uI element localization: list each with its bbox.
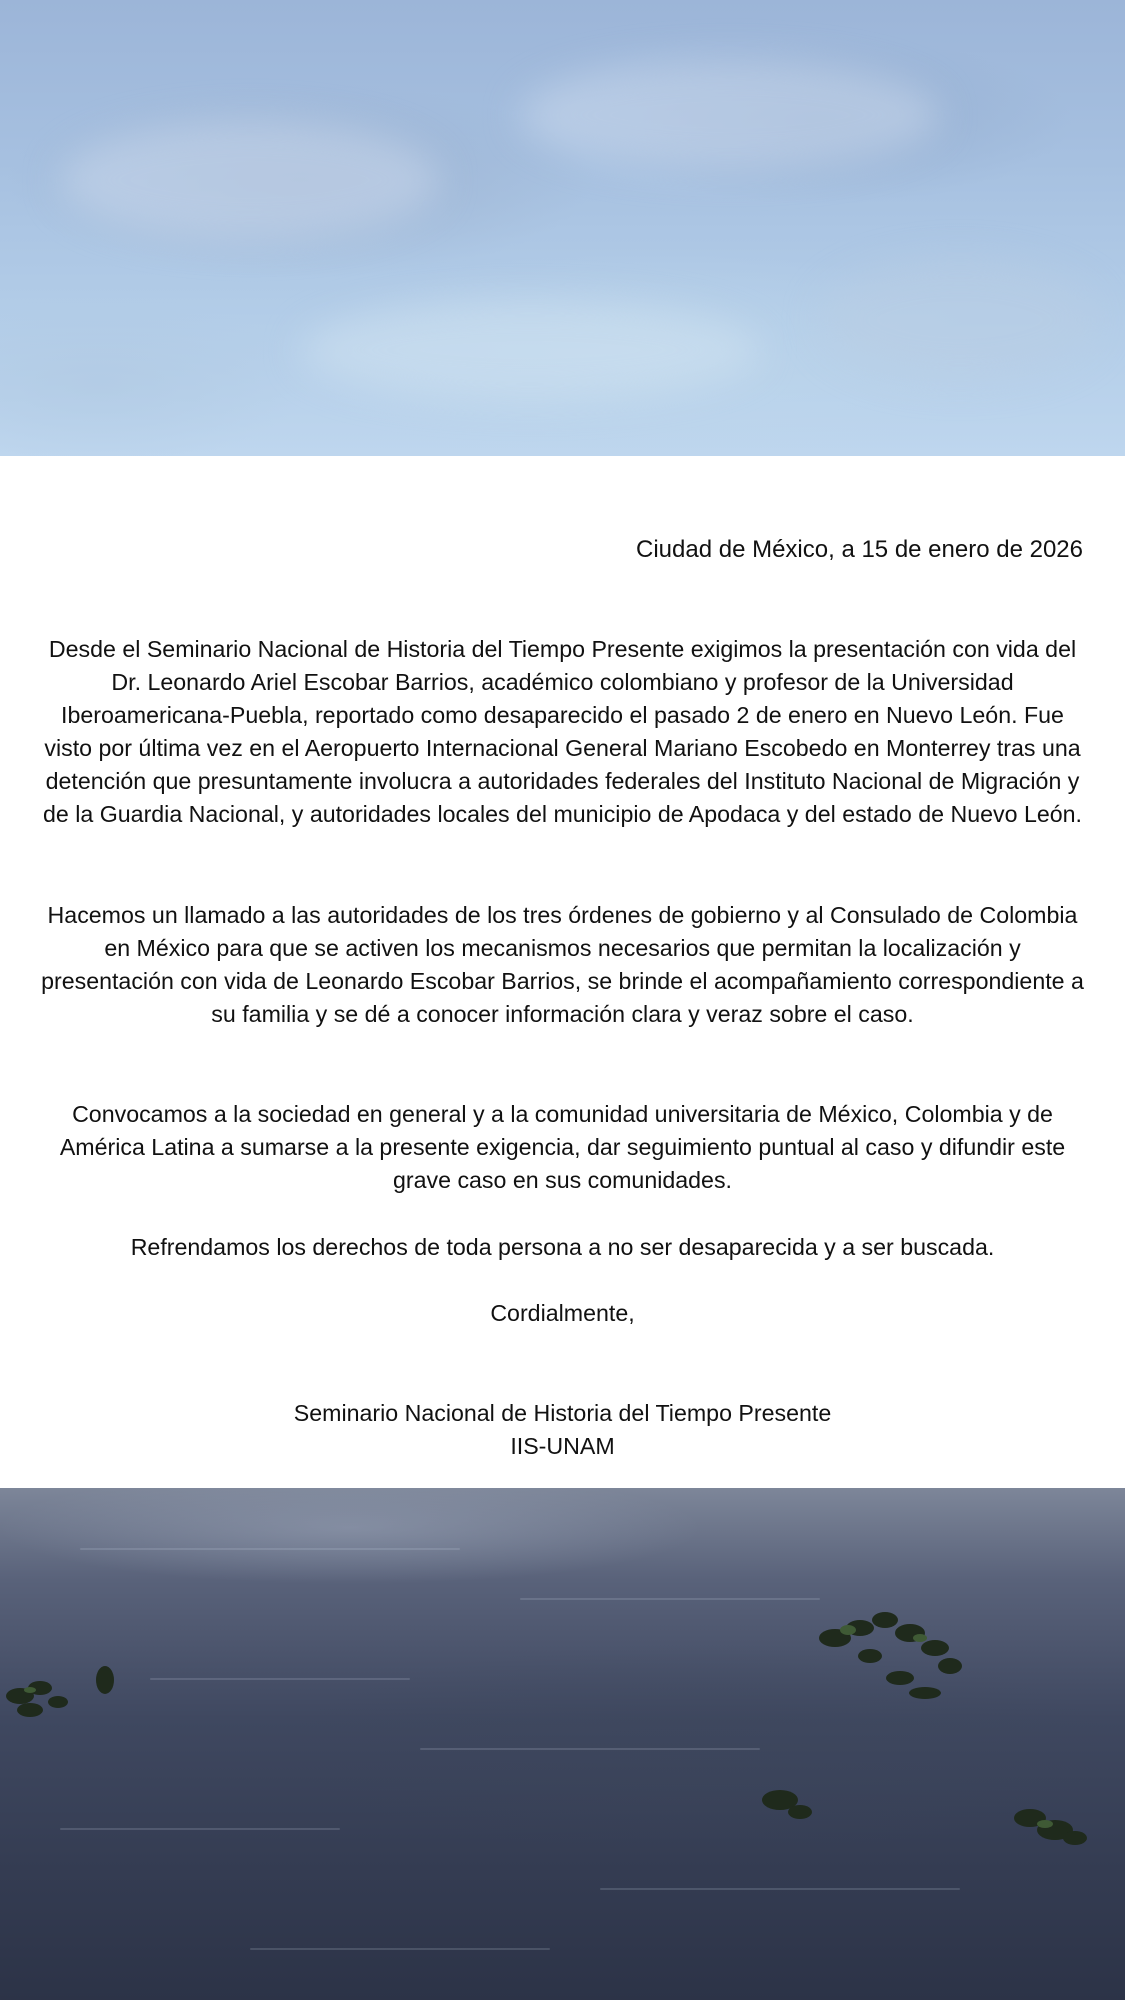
floating-plants	[0, 1488, 1125, 2000]
signature-organization: Seminario Nacional de Historia del Tiempo Presente	[293, 1400, 832, 1426]
cloud	[300, 300, 760, 400]
letter-signature	[0, 1397, 1125, 1463]
plant-leaf	[858, 1649, 882, 1663]
plant-leaf	[1063, 1831, 1087, 1845]
plant-leaf	[96, 1666, 114, 1694]
letter-date: Ciudad de México, a 15 de enero de 2026	[636, 536, 1083, 563]
sky-photo-banner	[0, 0, 1125, 456]
paragraph-demand: Desde el Seminario Nacional de Historia del Tiempo Presente exigimos la presentación con vida del Dr. Leonardo Ariel Escobar Barrios, académico colombiano y profesor de la Universidad Iberoamericana-Puebla, reportado como desaparecido el pasado 2 de enero en Nuevo León. Fue visto por última vez en el Aeropuerto Internacional General Mariano Escobedo en Monterrey tras una detención que presuntamente involucra a autoridades federales del Instituto Nacional de Migración y de la Guardia Nacional, y autoridades locales del municipio de Apodaca y del estado de Nuevo León.	[43, 636, 1082, 827]
letter-closing: Cordialmente,	[490, 1300, 635, 1326]
plant-leaf-highlight	[840, 1625, 856, 1635]
paragraph-call-to-society: Convocamos a la sociedad en general y a la comunidad universitaria de México, Colombia y de América Latina a sumarse a la presente exigencia, dar seguimiento puntual al caso y difundir este grave caso en sus comunidades.	[59, 1101, 1066, 1193]
plant-leaf	[886, 1671, 914, 1685]
paragraph-rights: Refrendamos los derechos de toda persona a no ser desaparecida y a ser buscada.	[130, 1234, 995, 1260]
plant-leaf-highlight	[1037, 1820, 1053, 1828]
water-photo-banner	[0, 1488, 1125, 2000]
plant-leaf	[48, 1696, 68, 1708]
paragraph-call-to-authorities: Hacemos un llamado a las autoridades de los tres órdenes de gobierno y al Consulado de Colombia en México para que se activen los mecanismos necesarios que permitan la localización y presentación con vida de Leonardo Escobar Barrios, se brinde el acompañamiento correspondiente a su familia y se dé a conocer información clara y veraz sobre el caso.	[41, 902, 1084, 1027]
plant-leaf	[909, 1687, 941, 1699]
plant-leaf-highlight	[913, 1634, 927, 1642]
letter-body	[0, 456, 1125, 1488]
plant-leaf	[788, 1805, 812, 1819]
cloud	[60, 120, 440, 240]
plant-leaf	[17, 1703, 43, 1717]
cloud	[820, 260, 1100, 380]
plant-leaf	[872, 1612, 898, 1628]
plant-leaf	[938, 1658, 962, 1674]
cloud	[520, 60, 940, 170]
signature-institution: IIS-UNAM	[510, 1433, 615, 1459]
plant-leaf-highlight	[24, 1687, 36, 1693]
plant-leaf	[921, 1640, 949, 1656]
